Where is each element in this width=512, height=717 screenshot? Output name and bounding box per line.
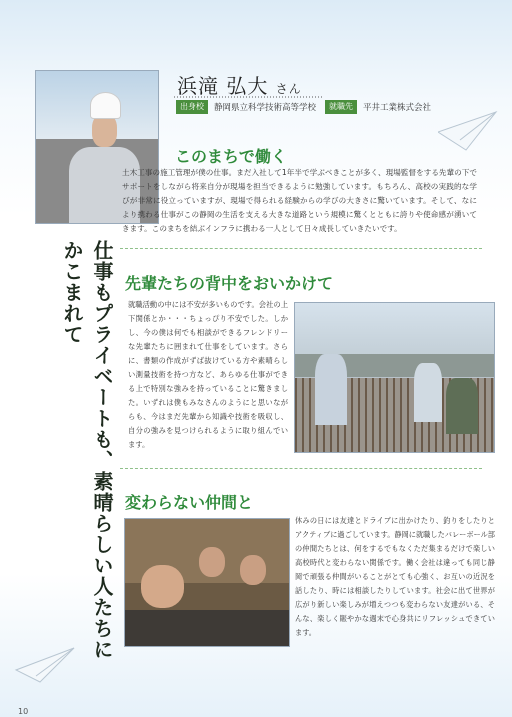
divider (120, 248, 482, 249)
vertical-title: 仕事もプライベートも、素晴らしい人たちにかこまれて (60, 240, 114, 660)
friends-photo (124, 518, 290, 647)
company-tag: 就職先 (325, 100, 357, 114)
paper-plane-icon (438, 110, 498, 152)
section1-text: 土木工事の施工管理が僕の仕事。まだ入社して1年半で学ぶべきことが多く、現場監督をする先輩の下でサポートをしながら将来自分が現場を担当できるように勉強しています。もちろん、高校の実践的な学びが非常に役立っていますが、現場で得られる経験からの学びの大きさに驚いています。そして、なにより携わる仕事がこの静岡の生活を支える大きな道路という規模に驚くとともに誇りや使命感が湧いてきます。このまちを結ぶインフラに携わる一人として日々成長していきたいです。 (122, 168, 477, 233)
person-name: 浜滝 弘大 さん (177, 74, 302, 98)
page-number: 10 (18, 707, 29, 716)
section3-text: 休みの日には友達とドライブに出かけたり、釣りをしたりとアクティブに過ごしています。静岡に就職したバレーボール部の仲間たちとは、何をするでもなくただ集まるだけで楽しい高校時代と変わらない関係です。働く会社は違っても同じ静岡で頑張る仲間がいることがとても心強く、お互いの近況を話したり、時には相談したりしています。社会に出て世界が広がり新しい楽しみが増えつつも変わらない友達がいる、そんな、楽しく賑やかな週末で心身共にリフレッシュできています。 (295, 516, 495, 637)
section2-text: 就職活動の中には不安が多いものです。会社の上下関係とか・・・ちょっぴり不安でした。しかし、今の僕は何でも相談ができるフレンドリーな先輩たちに囲まれて仕事をしています。さらに、書類の作成がずば抜けている方や素晴らしい測量技術を持つ方など、あらゆる仕事ができる上で特別な強みを持っていることに驚きました。いずれは僕もみなさんのようにと思いながらも、今はまだ先輩から知識や技術を吸収し、自分の強みを見つけられるように取り組んでいます。 (128, 300, 288, 449)
school-tag: 出身校 (176, 100, 208, 114)
divider (120, 468, 482, 469)
section1-heading: このまちで働く (175, 147, 287, 166)
company-name: 平井工業株式会社 (363, 103, 432, 113)
name-underline (174, 96, 324, 99)
section2-heading: 先輩たちの背中をおいかけて (125, 274, 334, 293)
school-name: 静岡県立科学技術高等学校 (214, 103, 317, 113)
construction-site-photo (294, 302, 495, 453)
section3-heading: 変わらない仲間と (125, 493, 254, 512)
paper-plane-icon (14, 640, 76, 684)
